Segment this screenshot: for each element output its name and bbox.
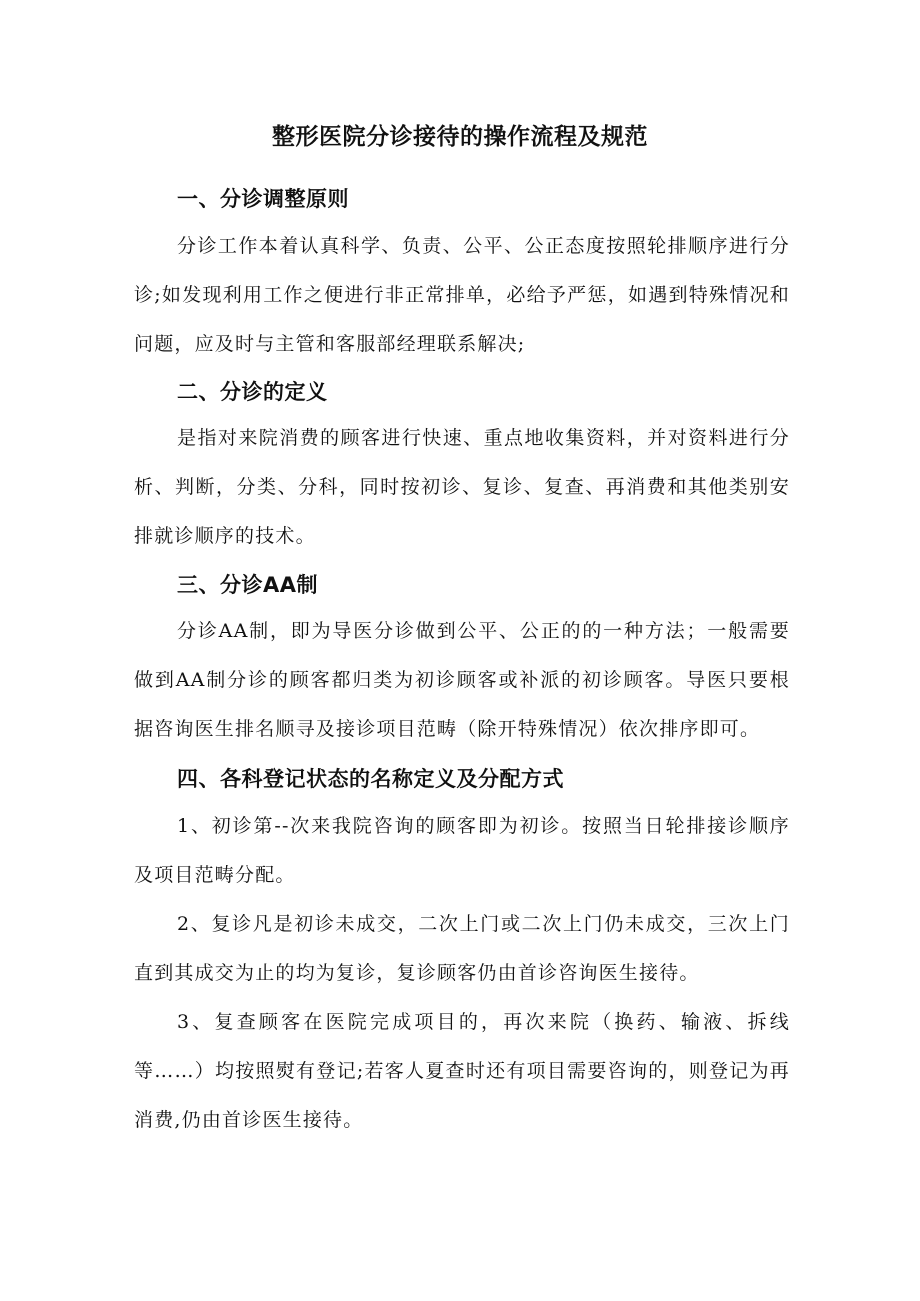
paragraph-aa-system: 分诊AA制，即为导医分诊做到公平、公正的的一种方法；一般需要做到AA制分诊的顾客都归类为初诊顾客或补派的初诊顾客。导医只要根据咨询医生排名顺寻及接诊项目范畴（除开特殊情况）依次排序即可。 <box>134 620 790 740</box>
paragraph-return-visit: 2、复诊凡是初诊未成交，二次上门或二次上门仍未成交，三次上门直到其成交为止的均为复诊，复诊顾客仍由首诊咨询医生接待。 <box>134 913 790 984</box>
paragraph-follow-up-check: 3、复查顾客在医院完成项目的，再次来院（换药、输液、拆线等……）均按照熨有登记;若客人夏查时还有项目需要咨询的，则登记为再消费,仍由首诊医生接待。 <box>134 1011 790 1131</box>
section-heading-principles: 一、分诊调整原则 <box>177 187 349 211</box>
paragraph-first-visit: 1、初诊第--次来我院咨询的顾客即为初诊。按照当日轮排接诊顺序及项目范畴分配。 <box>134 815 790 886</box>
section-heading-registration-status: 四、各科登记状态的名称定义及分配方式 <box>177 767 564 791</box>
document-title: 整形医院分诊接待的操作流程及规范 <box>272 124 648 150</box>
section-heading-definition: 二、分诊的定义 <box>177 380 328 404</box>
paragraph-principles: 分诊工作本着认真科学、负责、公平、公正态度按照轮排顺序进行分诊;如发现利用工作之便进行非正常排单，必给予严惩，如遇到特殊情况和问题，应及时与主管和客服部经理联系解决; <box>134 235 790 355</box>
section-heading-aa-system: 三、分诊AA制 <box>177 573 319 597</box>
paragraph-definition: 是指对来院消费的顾客进行快速、重点地收集资料，并对资料进行分析、判断，分类、分科，同时按初诊、复诊、复查、再消费和其他类别安排就诊顺序的技术。 <box>134 427 790 547</box>
